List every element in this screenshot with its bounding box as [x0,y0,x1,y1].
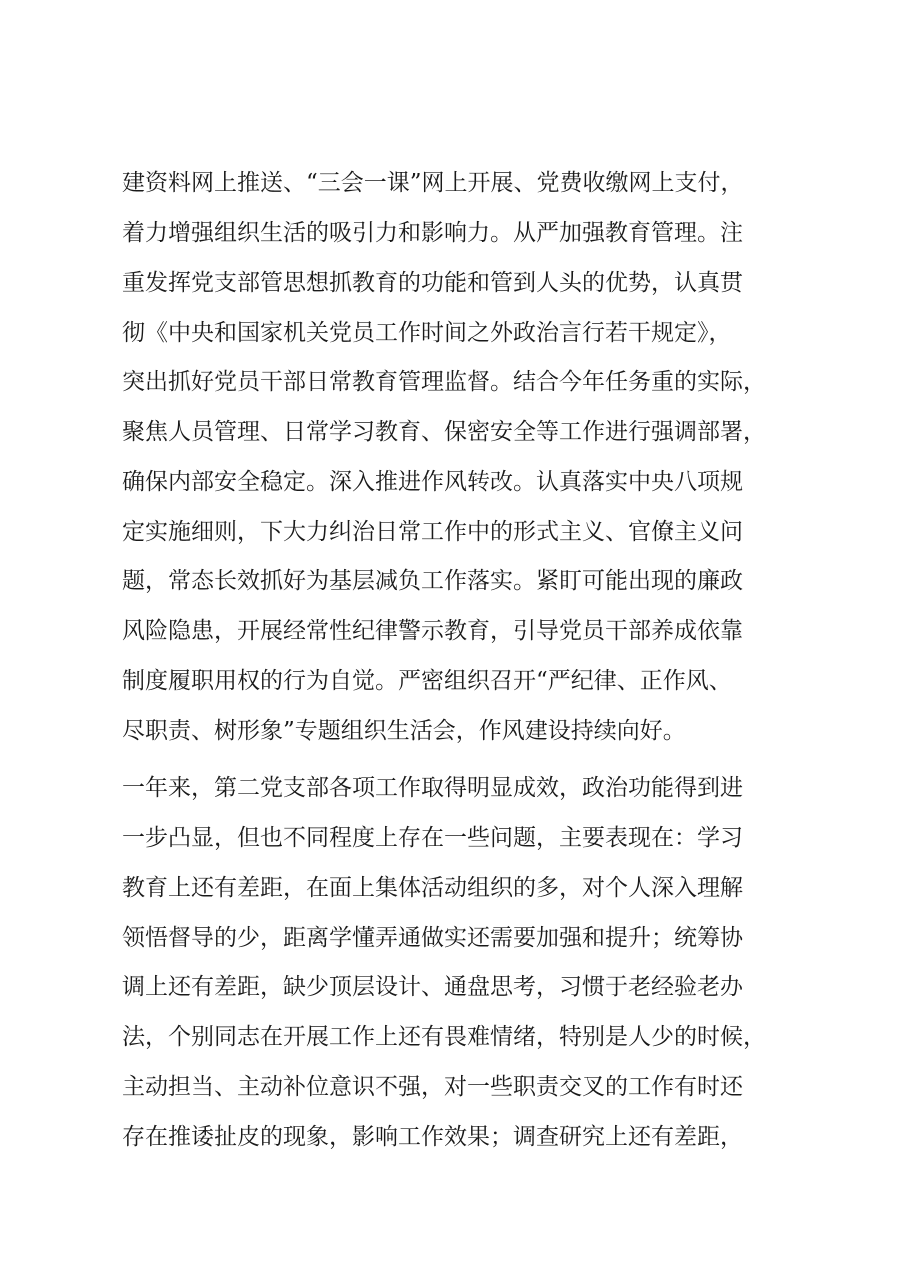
paragraph-2-line-4: 领悟督导的少，距离学懂弄通做实还需要加强和提升；统筹协 [122,925,743,951]
paragraph-1-line-11: 制度履职用权的行为自觉。严密组织召开“严纪律、正作风、 [122,668,732,694]
paragraph-1-line-1: 建资料网上推送、“三会一课”网上开展、党费收缴网上支付， [122,170,744,196]
paragraph-2-line-1: 一年来，第二党支部各项工作取得明显成效，政治功能得到进 [122,775,743,801]
paragraph-1-line-3: 重发挥党支部管思想抓教育的功能和管到人头的优势，认真贯 [122,270,743,296]
paragraph-2-line-6: 法，个别同志在开展工作上还有畏难情绪，特别是人少的时候， [122,1024,766,1050]
paragraph-1-line-8: 定实施细则，下大力纠治日常工作中的形式主义、官僚主义问 [122,519,743,545]
paragraph-1-line-5: 突出抓好党员干部日常教育管理监督。结合今年任务重的实际， [122,369,766,395]
paragraph-2-line-7: 主动担当、主动补位意识不强，对一些职责交叉的工作有时还 [122,1074,743,1100]
paragraph-1-line-10: 风险隐患，开展经常性纪律警示教育，引导党员干部养成依靠 [122,618,743,644]
paragraph-1-line-4: 彻《中央和国家机关党员工作时间之外政治言行若干规定》， [122,320,732,346]
paragraph-1-line-9: 题，常态长效抓好为基层减负工作落实。紧盯可能出现的廉政 [122,568,743,594]
paragraph-2-line-2: 一步凸显，但也不同程度上存在一些问题，主要表现在：学习 [122,825,743,851]
paragraph-1-line-6: 聚焦人员管理、日常学习教育、保密安全等工作进行强调部署， [122,419,766,445]
paragraph-2-line-5: 调上还有差距，缺少顶层设计、通盘思考，习惯于老经验老办 [122,974,743,1000]
paragraph-2-line-8: 存在推诿扯皮的现象，影响工作效果；调查研究上还有差距， [122,1124,743,1150]
paragraph-1-line-2: 着力增强组织生活的吸引力和影响力。从严加强教育管理。注 [122,220,743,246]
paragraph-2-line-3: 教育上还有差距，在面上集体活动组织的多，对个人深入理解 [122,875,743,901]
paragraph-1-line-7: 确保内部安全稳定。深入推进作风转改。认真落实中央八项规 [122,469,743,495]
paragraph-1-line-12: 尽职责、树形象”专题组织生活会，作风建设持续向好。 [122,718,686,744]
